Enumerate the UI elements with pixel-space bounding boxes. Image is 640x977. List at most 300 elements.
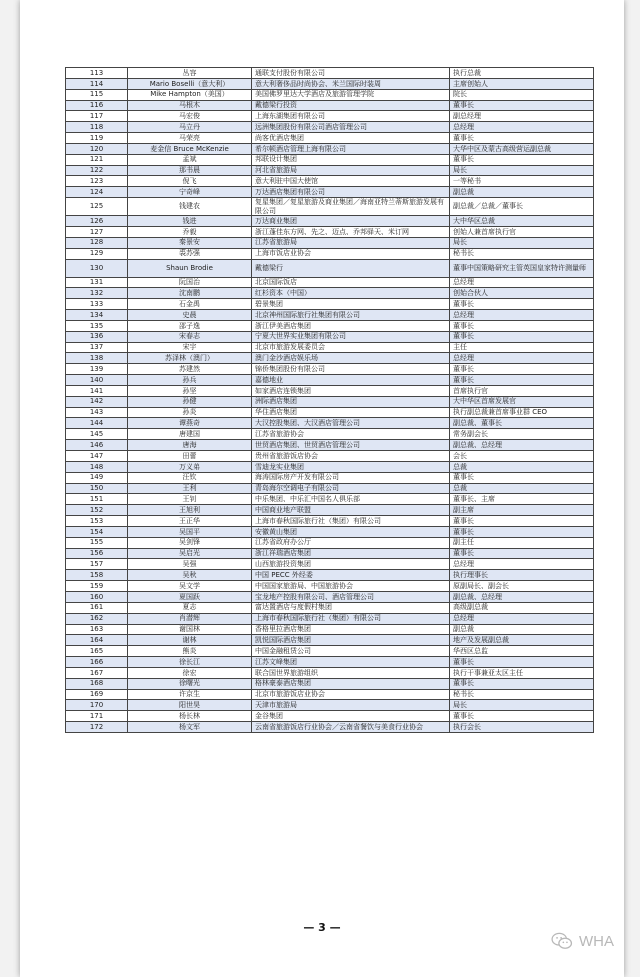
person-name-cell: Shaun Brodie — [128, 259, 252, 277]
organization-cell: 安徽黄山集团 — [252, 526, 450, 537]
organization-cell: 山西旅游投资集团 — [252, 559, 450, 570]
organization-cell: 澳门金沙酒店娱乐场 — [252, 353, 450, 364]
person-name-cell: 夏志 — [128, 602, 252, 613]
position-cell: 地产及发展副总裁 — [450, 635, 594, 646]
row-number-cell: 123 — [66, 176, 128, 187]
table-row — [66, 396, 594, 407]
table-row — [66, 483, 594, 494]
row-number-cell: 135 — [66, 320, 128, 331]
position-cell: 高级副总裁 — [450, 602, 594, 613]
organization-cell: 雪迪龙实业集团 — [252, 461, 450, 472]
organization-cell: 江苏省旅游协会 — [252, 429, 450, 440]
person-name-cell: 乔毅 — [128, 226, 252, 237]
person-name-cell: 谢林 — [128, 635, 252, 646]
row-number-cell: 161 — [66, 602, 128, 613]
organization-cell: 上海东湖集团有限公司 — [252, 111, 450, 122]
position-cell: 副总裁、总经理 — [450, 591, 594, 602]
organization-cell: 云南省旅游饭店行业协会／云南省餐饮与美食行业协会 — [252, 722, 450, 733]
organization-cell: 北京市旅游饭店业协会 — [252, 689, 450, 700]
person-name-cell: 钱进 — [128, 216, 252, 227]
row-number-cell: 166 — [66, 657, 128, 668]
table-row — [66, 624, 594, 635]
organization-cell: 上海市饭店业协会 — [252, 248, 450, 259]
person-name-cell: 宋春志 — [128, 331, 252, 342]
organization-cell: 远洲集团股份有限公司酒店管理公司 — [252, 122, 450, 133]
table-row — [66, 288, 594, 299]
position-cell: 董事长 — [450, 100, 594, 111]
row-number-cell: 145 — [66, 429, 128, 440]
person-name-cell: 史晨 — [128, 310, 252, 321]
row-number-cell: 136 — [66, 331, 128, 342]
position-cell: 局长 — [450, 700, 594, 711]
organization-cell: 上海市春秋国际旅行社（集团）有限公司 — [252, 613, 450, 624]
table-row — [66, 176, 594, 187]
table-row — [66, 516, 594, 527]
row-number-cell: 156 — [66, 548, 128, 559]
person-name-cell: 钱建农 — [128, 198, 252, 216]
row-number-cell: 125 — [66, 198, 128, 216]
table-row — [66, 559, 594, 570]
position-cell: 董事长 — [450, 516, 594, 527]
position-cell: 创始人兼首席执行官 — [450, 226, 594, 237]
organization-cell: 天津市旅游局 — [252, 700, 450, 711]
person-name-cell: 谢国林 — [128, 624, 252, 635]
position-cell: 副总裁 — [450, 187, 594, 198]
table-row — [66, 89, 594, 100]
person-name-cell: 苏泽林（澳门） — [128, 353, 252, 364]
organization-cell: 中国 PECC 外经委 — [252, 570, 450, 581]
position-cell: 董事长 — [450, 331, 594, 342]
table-row — [66, 78, 594, 89]
person-name-cell: Mike Hampton（美国） — [128, 89, 252, 100]
table-row — [66, 226, 594, 237]
person-name-cell: 马荣亮 — [128, 133, 252, 144]
organization-cell: 北京神州国际旅行社集团有限公司 — [252, 310, 450, 321]
table-row — [66, 154, 594, 165]
table-row — [66, 461, 594, 472]
person-name-cell: 麦金信 Bruce McKenzie — [128, 143, 252, 154]
position-cell: 执行总裁 — [450, 68, 594, 79]
person-name-cell: 倪飞 — [128, 176, 252, 187]
row-number-cell: 158 — [66, 570, 128, 581]
position-cell: 主席创始人 — [450, 78, 594, 89]
organization-cell: 万达酒店集团有限公司 — [252, 187, 450, 198]
organization-cell: 通联支付股份有限公司 — [252, 68, 450, 79]
organization-cell: 碧景集团 — [252, 299, 450, 310]
position-cell: 董事长 — [450, 320, 594, 331]
position-cell: 院长 — [450, 89, 594, 100]
row-number-cell: 170 — [66, 700, 128, 711]
person-name-cell: 苏建然 — [128, 364, 252, 375]
row-number-cell: 121 — [66, 154, 128, 165]
position-cell: 大中华区首席发展官 — [450, 396, 594, 407]
person-name-cell: 阳世昊 — [128, 700, 252, 711]
table-row — [66, 657, 594, 668]
person-name-cell: 孙坚 — [128, 385, 252, 396]
row-number-cell: 128 — [66, 237, 128, 248]
person-name-cell: 丛容 — [128, 68, 252, 79]
table-row — [66, 237, 594, 248]
person-name-cell: Mario Boselli（意大利） — [128, 78, 252, 89]
row-number-cell: 120 — [66, 143, 128, 154]
row-number-cell: 142 — [66, 396, 128, 407]
row-number-cell: 147 — [66, 451, 128, 462]
organization-cell: 尚客优酒店集团 — [252, 133, 450, 144]
person-name-cell: 唐海 — [128, 440, 252, 451]
organization-cell: 万达商业集团 — [252, 216, 450, 227]
position-cell: 董事长 — [450, 526, 594, 537]
table-row — [66, 111, 594, 122]
position-cell: 局长 — [450, 165, 594, 176]
organization-cell: 浙江祥瑞酒店集团 — [252, 548, 450, 559]
table-row — [66, 429, 594, 440]
person-name-cell: 秦景安 — [128, 237, 252, 248]
row-number-cell: 138 — [66, 353, 128, 364]
row-number-cell: 159 — [66, 581, 128, 592]
row-number-cell: 160 — [66, 591, 128, 602]
table-row — [66, 591, 594, 602]
position-cell: 副总裁／总裁／董事长 — [450, 198, 594, 216]
table-row — [66, 418, 594, 429]
row-number-cell: 143 — [66, 407, 128, 418]
table-row — [66, 689, 594, 700]
person-name-cell: 吴国平 — [128, 526, 252, 537]
person-name-cell: 吴剑锋 — [128, 537, 252, 548]
person-name-cell: 汪钦 — [128, 472, 252, 483]
position-cell: 副总经理 — [450, 111, 594, 122]
table-row — [66, 133, 594, 144]
position-cell: 总经理 — [450, 122, 594, 133]
organization-cell: 河北省旅游局 — [252, 165, 450, 176]
organization-cell: 香格里拉酒店集团 — [252, 624, 450, 635]
person-name-cell: 肖潜辉 — [128, 613, 252, 624]
table-row — [66, 216, 594, 227]
position-cell: 董事长 — [450, 657, 594, 668]
person-name-cell: 石金禹 — [128, 299, 252, 310]
organization-cell: 凯悦国际酒店集团 — [252, 635, 450, 646]
organization-cell: 中乐集团、中乐汇中国名人俱乐部 — [252, 494, 450, 505]
person-name-cell: 谭燕奇 — [128, 418, 252, 429]
organization-cell: 洲际酒店集团 — [252, 396, 450, 407]
row-number-cell: 139 — [66, 364, 128, 375]
organization-cell: 浙江伊美酒店集团 — [252, 320, 450, 331]
person-name-cell: 许京生 — [128, 689, 252, 700]
table-row — [66, 187, 594, 198]
position-cell: 总裁 — [450, 483, 594, 494]
table-row — [66, 635, 594, 646]
position-cell: 总经理 — [450, 613, 594, 624]
organization-cell: 戴德梁行 — [252, 259, 450, 277]
person-name-cell: 田蕾 — [128, 451, 252, 462]
position-cell: 局长 — [450, 237, 594, 248]
table-row — [66, 342, 594, 353]
row-number-cell: 113 — [66, 68, 128, 79]
row-number-cell: 124 — [66, 187, 128, 198]
organization-cell: 红杉资本（中国） — [252, 288, 450, 299]
position-cell: 董事长 — [450, 678, 594, 689]
person-name-cell: 宋宇 — [128, 342, 252, 353]
row-number-cell: 133 — [66, 299, 128, 310]
person-name-cell: 唐建国 — [128, 429, 252, 440]
organization-cell: 中国金融租赁公司 — [252, 646, 450, 657]
table-row — [66, 165, 594, 176]
table-row — [66, 472, 594, 483]
row-number-cell: 146 — [66, 440, 128, 451]
organization-cell: 富达置酒店与度假村集团 — [252, 602, 450, 613]
person-name-cell: 沈南鹏 — [128, 288, 252, 299]
table-row — [66, 248, 594, 259]
person-name-cell: 万义弟 — [128, 461, 252, 472]
position-cell: 副主席 — [450, 505, 594, 516]
position-cell: 会长 — [450, 451, 594, 462]
person-name-cell: 杨文军 — [128, 722, 252, 733]
table-row — [66, 722, 594, 733]
organization-cell: 格林豪泰酒店集团 — [252, 678, 450, 689]
table-row — [66, 299, 594, 310]
position-cell: 大华中区及蒙古高级营运副总裁 — [450, 143, 594, 154]
position-cell: 秘书长 — [450, 689, 594, 700]
row-number-cell: 114 — [66, 78, 128, 89]
person-name-cell: 徐长江 — [128, 657, 252, 668]
position-cell: 主任 — [450, 342, 594, 353]
person-name-cell: 那书晨 — [128, 165, 252, 176]
table-row — [66, 375, 594, 386]
table-row — [66, 494, 594, 505]
document-page — [20, 0, 624, 977]
table-row — [66, 581, 594, 592]
person-name-cell: 孙炎 — [128, 407, 252, 418]
table-row — [66, 353, 594, 364]
position-cell: 董事长 — [450, 472, 594, 483]
row-number-cell: 155 — [66, 537, 128, 548]
person-name-cell: 吴启光 — [128, 548, 252, 559]
table-row — [66, 667, 594, 678]
row-number-cell: 168 — [66, 678, 128, 689]
row-number-cell: 167 — [66, 667, 128, 678]
organization-cell: 宁夏大世界实业集团有限公司 — [252, 331, 450, 342]
table-row — [66, 711, 594, 722]
watermark — [551, 932, 614, 950]
position-cell: 董事长 — [450, 299, 594, 310]
person-name-cell: 徐曙光 — [128, 678, 252, 689]
organization-cell: 北京国际饭店 — [252, 277, 450, 288]
row-number-cell: 164 — [66, 635, 128, 646]
table-row — [66, 700, 594, 711]
person-name-cell: 吴秋 — [128, 570, 252, 581]
row-number-cell: 127 — [66, 226, 128, 237]
organization-cell: 上海市春秋国际旅行社（集团）有限公司 — [252, 516, 450, 527]
row-number-cell: 144 — [66, 418, 128, 429]
table-row — [66, 537, 594, 548]
organization-cell: 戴德梁行投资 — [252, 100, 450, 111]
organization-cell: 贵州省旅游饭店协会 — [252, 451, 450, 462]
position-cell: 创始合伙人 — [450, 288, 594, 299]
position-cell: 董事长 — [450, 711, 594, 722]
row-number-cell: 137 — [66, 342, 128, 353]
person-name-cell: 王正华 — [128, 516, 252, 527]
position-cell: 大中华区总裁 — [450, 216, 594, 227]
row-number-cell: 172 — [66, 722, 128, 733]
person-name-cell: 夏国跃 — [128, 591, 252, 602]
person-name-cell: 马根木 — [128, 100, 252, 111]
person-name-cell: 裘苏强 — [128, 248, 252, 259]
position-cell: 执行理事长 — [450, 570, 594, 581]
row-number-cell: 150 — [66, 483, 128, 494]
person-name-cell: 马立丹 — [128, 122, 252, 133]
table-row — [66, 364, 594, 375]
position-cell: 副总裁 — [450, 624, 594, 635]
position-cell: 总经理 — [450, 277, 594, 288]
position-cell: 董事长 — [450, 548, 594, 559]
person-name-cell: 王钊 — [128, 494, 252, 505]
row-number-cell: 122 — [66, 165, 128, 176]
row-number-cell: 126 — [66, 216, 128, 227]
person-name-cell: 徐宏 — [128, 667, 252, 678]
table-row — [66, 602, 594, 613]
row-number-cell: 141 — [66, 385, 128, 396]
row-number-cell: 134 — [66, 310, 128, 321]
table-row — [66, 277, 594, 288]
organization-cell: 复星集团／复星旅游及商业集团／海南亚特兰蒂斯旅游发展有限公司 — [252, 198, 450, 216]
table-row — [66, 526, 594, 537]
position-cell: 秘书长 — [450, 248, 594, 259]
position-cell: 执行副总裁兼首席事业群 CEO — [450, 407, 594, 418]
position-cell: 总经理 — [450, 353, 594, 364]
organization-cell: 宝龙地产控股有限公司、酒店管理公司 — [252, 591, 450, 602]
person-name-cell: 阮国治 — [128, 277, 252, 288]
row-number-cell: 140 — [66, 375, 128, 386]
table-row — [66, 570, 594, 581]
position-cell: 首席执行官 — [450, 385, 594, 396]
table-row — [66, 385, 594, 396]
position-cell: 执行干事兼亚太区主任 — [450, 667, 594, 678]
row-number-cell: 151 — [66, 494, 128, 505]
person-name-cell: 吴强 — [128, 559, 252, 570]
organization-cell: 江苏省政府办公厅 — [252, 537, 450, 548]
table-row — [66, 548, 594, 559]
person-name-cell: 王利 — [128, 483, 252, 494]
organization-cell: 美国佛罗里达大学酒店及旅游管理学院 — [252, 89, 450, 100]
attendee-table-body — [66, 68, 594, 733]
position-cell: 董事长、主席 — [450, 494, 594, 505]
position-cell: 华西区总监 — [450, 646, 594, 657]
position-cell: 董事中国策略研究主管英国皇家特许测量师 — [450, 259, 594, 277]
organization-cell: 意大利驻中国大使馆 — [252, 176, 450, 187]
organization-cell: 中国国家旅游局、中国旅游协会 — [252, 581, 450, 592]
row-number-cell: 132 — [66, 288, 128, 299]
table-row — [66, 198, 594, 216]
position-cell: 副总裁、董事长 — [450, 418, 594, 429]
organization-cell: 联合国世界旅游组织 — [252, 667, 450, 678]
row-number-cell: 163 — [66, 624, 128, 635]
table-row — [66, 331, 594, 342]
row-number-cell: 148 — [66, 461, 128, 472]
table-row — [66, 122, 594, 133]
row-number-cell: 119 — [66, 133, 128, 144]
row-number-cell: 116 — [66, 100, 128, 111]
table-row — [66, 451, 594, 462]
position-cell: 总裁 — [450, 461, 594, 472]
table-row — [66, 678, 594, 689]
table-row — [66, 100, 594, 111]
position-cell: 副总裁、总经理 — [450, 440, 594, 451]
position-cell: 总经理 — [450, 310, 594, 321]
table-row — [66, 310, 594, 321]
person-name-cell: 吴文学 — [128, 581, 252, 592]
position-cell: 董事长 — [450, 154, 594, 165]
row-number-cell: 129 — [66, 248, 128, 259]
organization-cell: 嘉德地业 — [252, 375, 450, 386]
position-cell: 执行会长 — [450, 722, 594, 733]
position-cell: 常务副会长 — [450, 429, 594, 440]
organization-cell: 华住酒店集团 — [252, 407, 450, 418]
table-row — [66, 505, 594, 516]
row-number-cell: 149 — [66, 472, 128, 483]
row-number-cell: 157 — [66, 559, 128, 570]
organization-cell: 希尔顿酒店管理上海有限公司 — [252, 143, 450, 154]
person-name-cell: 熊炎 — [128, 646, 252, 657]
organization-cell: 海涛国际房产开发有限公司 — [252, 472, 450, 483]
position-cell: 原副局长、副会长 — [450, 581, 594, 592]
row-number-cell: 118 — [66, 122, 128, 133]
person-name-cell: 孟斌 — [128, 154, 252, 165]
organization-cell: 江苏省旅游局 — [252, 237, 450, 248]
position-cell: 副主任 — [450, 537, 594, 548]
organization-cell: 大汉控股集团、大汉酒店管理公司 — [252, 418, 450, 429]
organization-cell: 浙江蓬佳东方网、先之、迈点、乔邦驿天、米订网 — [252, 226, 450, 237]
person-name-cell: 孙健 — [128, 396, 252, 407]
row-number-cell: 115 — [66, 89, 128, 100]
page-number: — 3 — — [303, 921, 341, 934]
watermark-text: WHA — [579, 932, 614, 950]
position-cell: 总经理 — [450, 559, 594, 570]
person-name-cell: 王旭利 — [128, 505, 252, 516]
position-cell: 一等秘书 — [450, 176, 594, 187]
organization-cell: 意大利奢侈品时尚协会、米兰国际时装周 — [252, 78, 450, 89]
row-number-cell: 130 — [66, 259, 128, 277]
wechat-icon — [551, 932, 573, 950]
table-row — [66, 440, 594, 451]
row-number-cell: 131 — [66, 277, 128, 288]
person-name-cell: 杨长林 — [128, 711, 252, 722]
row-number-cell: 171 — [66, 711, 128, 722]
position-cell: 董事长 — [450, 364, 594, 375]
person-name-cell: 邵子逸 — [128, 320, 252, 331]
position-cell: 董事长 — [450, 133, 594, 144]
organization-cell: 锦侨集团股份有限公司 — [252, 364, 450, 375]
organization-cell: 世贸酒店集团、世贸酒店管理公司 — [252, 440, 450, 451]
row-number-cell: 154 — [66, 526, 128, 537]
position-cell: 董事长 — [450, 375, 594, 386]
organization-cell: 北京市旅游发展委员会 — [252, 342, 450, 353]
table-row — [66, 143, 594, 154]
attendee-table — [65, 67, 594, 733]
table-row — [66, 259, 594, 277]
person-name-cell: 孙兵 — [128, 375, 252, 386]
person-name-cell: 马宏俊 — [128, 111, 252, 122]
table-row — [66, 320, 594, 331]
organization-cell: 青岛海尔空调电子有限公司 — [252, 483, 450, 494]
row-number-cell: 153 — [66, 516, 128, 527]
row-number-cell: 169 — [66, 689, 128, 700]
person-name-cell: 宁奇峰 — [128, 187, 252, 198]
organization-cell: 如家酒店连锁集团 — [252, 385, 450, 396]
row-number-cell: 152 — [66, 505, 128, 516]
table-row — [66, 646, 594, 657]
organization-cell: 江苏文峰集团 — [252, 657, 450, 668]
table-row — [66, 613, 594, 624]
row-number-cell: 165 — [66, 646, 128, 657]
